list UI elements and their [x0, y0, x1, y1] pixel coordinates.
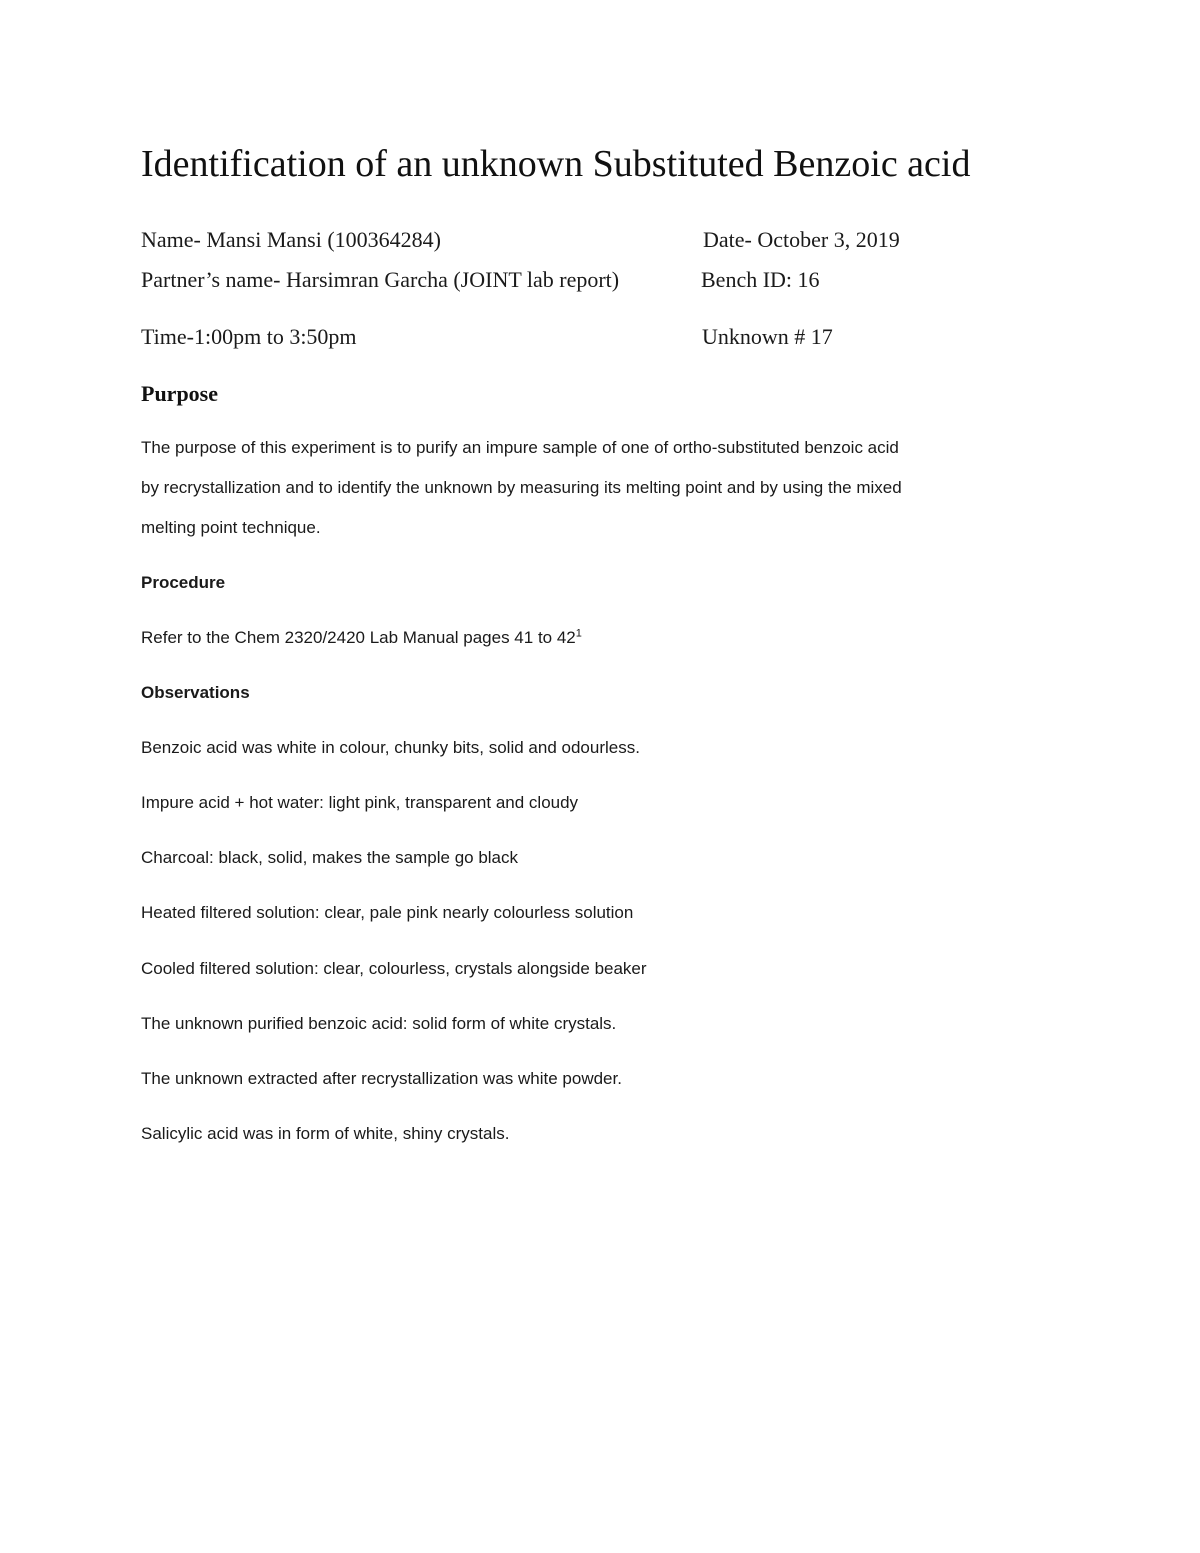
- procedure-reference: Refer to the Chem 2320/2420 Lab Manual pages 41 to 42: [141, 628, 576, 647]
- unknown-number: Unknown # 17: [702, 324, 833, 349]
- procedure-heading: Procedure: [141, 573, 226, 592]
- observation-item: Cooled filtered solution: clear, colourless, crystals alongside beaker: [141, 959, 647, 978]
- observation-item: Salicylic acid was in form of white, shiny crystals.: [141, 1124, 510, 1143]
- report-date: Date- October 3, 2019: [703, 227, 900, 252]
- partner-name: Partner’s name- Harsimran Garcha (JOINT lab report): [141, 267, 620, 292]
- procedure-text: [141, 628, 582, 648]
- observation-item: Benzoic acid was white in colour, chunky bits, solid and odourless.: [141, 738, 640, 757]
- purpose-line: melting point technique.: [141, 518, 321, 537]
- observation-item: Heated filtered solution: clear, pale pink nearly colourless solution: [141, 903, 634, 922]
- purpose-line: by recrystallization and to identify the unknown by measuring its melting point and by using the mixed: [141, 478, 902, 497]
- observation-item: Charcoal: black, solid, makes the sample go black: [141, 848, 519, 867]
- observations-heading: Observations: [141, 683, 250, 702]
- observation-item: Impure acid + hot water: light pink, transparent and cloudy: [141, 793, 579, 812]
- purpose-heading: Purpose: [141, 381, 218, 406]
- bench-id: Bench ID: 16: [701, 267, 820, 292]
- document-title: Identification of an unknown Substituted Benzoic acid: [141, 143, 971, 185]
- observation-item: The unknown extracted after recrystallization was white powder.: [141, 1069, 622, 1088]
- lab-time: Time-1:00pm to 3:50pm: [141, 324, 357, 349]
- purpose-line: The purpose of this experiment is to purify an impure sample of one of ortho-substituted benzoic acid: [141, 438, 899, 457]
- student-name: Name- Mansi Mansi (100364284): [141, 227, 442, 252]
- observation-item: The unknown purified benzoic acid: solid form of white crystals.: [141, 1014, 617, 1033]
- footnote-marker: 1: [575, 627, 582, 640]
